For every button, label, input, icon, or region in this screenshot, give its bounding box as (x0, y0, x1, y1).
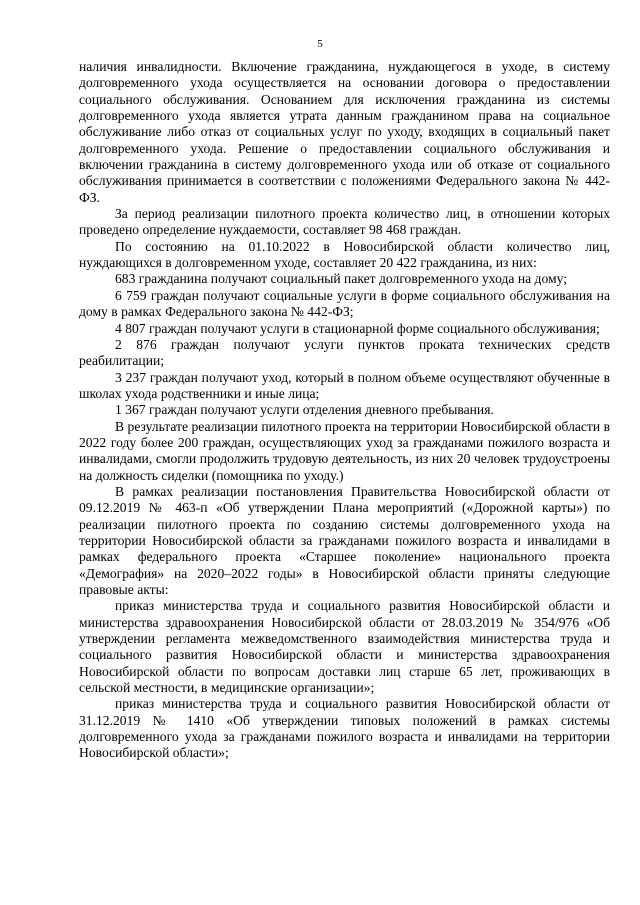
paragraph: За период реализации пилотного проекта количество лиц, в отношении которых проведено определение нуждаемости, составляет 98 468 граждан. (79, 206, 610, 238)
document-body (79, 59, 610, 762)
list-item: 4 807 граждан получают услуги в стационарной форме социального обслуживания; (115, 320, 600, 336)
list-item: 2 876 граждан получают услуги пунктов проката технических средств реабилитации; (79, 336, 610, 369)
legal-act-item: приказ министерства труда и социального развития Новосибирской области и министерства здравоохранения Новосибирской области от 28.03.2019 № 354/976 «Об утверждении регламента межведомственного взаимодействия министерства труда и социального развития Новосибирской области и министерства здравоохранения Новосибирской области по вопросам доставки лиц старше 65 лет, проживающих в сельской местности, в медицинские организации»; (79, 598, 610, 696)
legal-act-item: приказ министерства труда и социального развития Новосибирской области от 31.12.2019 № 1410 «Об утверждении типовых положений в рамках системы долговременного ухода за гражданами пожилого возраста и инвалидами на территории Новосибирской области»; (79, 696, 610, 761)
paragraph: По состоянию на 01.10.2022 в Новосибирской области количество лиц, нуждающихся в долговременном уходе, составляет 20 422 гражданина, из них: (79, 238, 610, 271)
list-item: 683 гражданина получают социальный пакет долговременного ухода на дому; (115, 271, 567, 287)
paragraph: В рамках реализации постановления Правительства Новосибирской области от 09.12.2019 № 463-п «Об утверждении Плана мероприятий («Дорожной карты») по реализации пилотного проекта по созданию системы долговременного ухода на территории Новосибирской области за гражданами пожилого возраста и инвалидами в рамках федерального проекта «Старшее поколение» национального проекта «Демография» на 2020–2022 годы» в Новосибирской области приняты следующие правовые акты: (79, 483, 610, 597)
list-item: 6 759 граждан получают социальные услуги в форме социального обслуживания на дому в рамках Федерального закона № 442-ФЗ; (79, 287, 610, 320)
list-item: 1 367 граждан получают услуги отделения дневного пребывания. (115, 402, 494, 418)
paragraph: В результате реализации пилотного проекта на территории Новосибирской области в 2022 году более 200 граждан, осуществляющих уход за гражданами пожилого возраста и инвалидами, смогли продолжить трудовую деятельность, из них 20 человек трудоустроены на должность сиделки (помощника по уходу.) (79, 418, 610, 483)
paragraph: наличия инвалидности. Включение гражданина, нуждающегося в уходе, в систему долговременного ухода осуществляется на основании договора о предоставлении социального обслуживания. Основанием для исключения гражданина из системы долговременного ухода является утрата данным гражданином права на социальное обслуживание либо отказ от социальных услуг по уходу, входящих в социальный пакет долговременного ухода. Решение о предоставлении социального обслуживания и включении гражданина в систему долговременного ухода или об отказе от социального обслуживания принимается в соответствии с положениями Федерального закона № 442-ФЗ. (79, 59, 610, 205)
page-number: 5 (317, 38, 323, 50)
list-item: 3 237 граждан получают уход, который в полном объеме осуществляют обученные в школах ухода родственники и иные лица; (79, 369, 610, 401)
